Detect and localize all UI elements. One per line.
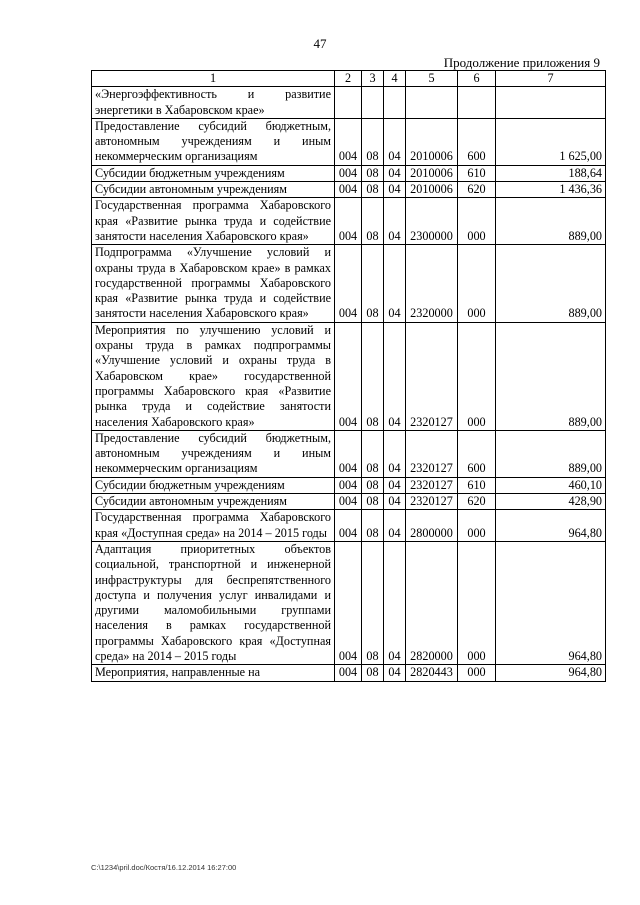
row-name-cell: Субсидии бюджетным учреждениям <box>92 165 335 181</box>
row-code-cell: 004 <box>335 245 362 322</box>
row-section-cell: 08 <box>362 322 384 430</box>
row-target-article-cell <box>406 87 458 119</box>
row-section-cell: 08 <box>362 494 384 510</box>
row-code-cell: 004 <box>335 165 362 181</box>
row-code-cell: 004 <box>335 494 362 510</box>
row-amount-cell: 889,00 <box>496 430 606 477</box>
budget-table <box>91 70 606 682</box>
file-path-footer: C:\1234\pril.doc/Костя/16.12.2014 16:27:00 <box>91 863 237 872</box>
row-code-cell: 004 <box>335 510 362 542</box>
row-name-cell: Государственная программа Хабаровского края «Развитие рынка труда и содействие занятости населения Хабаровского края» <box>92 198 335 245</box>
row-name-cell: Предоставление субсидий бюджетным, автономным учреждениям и иным некоммерческим организациям <box>92 430 335 477</box>
row-section-cell: 08 <box>362 165 384 181</box>
row-code-cell: 004 <box>335 118 362 165</box>
row-subsection-cell <box>384 87 406 119</box>
row-name-cell: Предоставление субсидий бюджетным, автономным учреждениям и иным некоммерческим организациям <box>92 118 335 165</box>
row-expense-type-cell <box>458 87 496 119</box>
table-row <box>92 510 606 542</box>
table-header-row <box>92 71 606 87</box>
row-code-cell: 004 <box>335 182 362 198</box>
table-row <box>92 494 606 510</box>
page-number: 47 <box>313 36 327 51</box>
row-target-article-cell: 2320127 <box>406 494 458 510</box>
row-target-article-cell: 2320127 <box>406 430 458 477</box>
row-amount-cell: 964,80 <box>496 665 606 681</box>
table-row <box>92 477 606 493</box>
row-code-cell: 004 <box>335 430 362 477</box>
row-code-cell: 004 <box>335 322 362 430</box>
row-subsection-cell: 04 <box>384 165 406 181</box>
row-subsection-cell: 04 <box>384 541 406 664</box>
row-expense-type-cell: 000 <box>458 245 496 322</box>
row-subsection-cell: 04 <box>384 510 406 542</box>
row-section-cell: 08 <box>362 665 384 681</box>
row-name-cell: «Энергоэффективность и развитие энергетики в Хабаровском крае» <box>92 87 335 119</box>
header-cell-2: 2 <box>335 71 362 87</box>
row-expense-type-cell: 610 <box>458 477 496 493</box>
table-row <box>92 198 606 245</box>
row-code-cell: 004 <box>335 541 362 664</box>
row-name-cell: Субсидии автономным учреждениям <box>92 494 335 510</box>
table-row <box>92 165 606 181</box>
row-section-cell: 08 <box>362 118 384 165</box>
row-target-article-cell: 2320000 <box>406 245 458 322</box>
row-name-cell: Подпрограмма «Улучшение условий и охраны труда в Хабаровском крае» в рамках государственной программы Хабаровского края «Развитие рынка труда и содействие занятости населения Хабаровского края» <box>92 245 335 322</box>
table-row <box>92 182 606 198</box>
row-expense-type-cell: 620 <box>458 494 496 510</box>
row-target-article-cell: 2320127 <box>406 477 458 493</box>
row-code-cell: 004 <box>335 665 362 681</box>
row-name-cell: Субсидии автономным учреждениям <box>92 182 335 198</box>
header-cell-6: 6 <box>458 71 496 87</box>
row-code-cell: 004 <box>335 477 362 493</box>
table-row <box>92 87 606 119</box>
row-name-cell: Мероприятия по улучшению условий и охраны труда в рамках подпрограммы «Улучшение условий и охраны труда в Хабаровском крае» государственной программы Хабаровского края «Развитие рынка труда и содействие занятости населения Хабаровского края» <box>92 322 335 430</box>
table-row <box>92 665 606 681</box>
header-cell-3: 3 <box>362 71 384 87</box>
row-amount-cell: 889,00 <box>496 322 606 430</box>
row-expense-type-cell: 600 <box>458 430 496 477</box>
row-amount-cell <box>496 87 606 119</box>
row-subsection-cell: 04 <box>384 118 406 165</box>
row-amount-cell: 889,00 <box>496 198 606 245</box>
row-section-cell: 08 <box>362 541 384 664</box>
row-target-article-cell: 2820000 <box>406 541 458 664</box>
row-expense-type-cell: 620 <box>458 182 496 198</box>
row-subsection-cell: 04 <box>384 182 406 198</box>
header-cell-5: 5 <box>406 71 458 87</box>
row-amount-cell: 964,80 <box>496 541 606 664</box>
row-expense-type-cell: 000 <box>458 322 496 430</box>
row-amount-cell: 460,10 <box>496 477 606 493</box>
row-section-cell: 08 <box>362 245 384 322</box>
row-name-cell: Субсидии бюджетным учреждениям <box>92 477 335 493</box>
row-amount-cell: 188,64 <box>496 165 606 181</box>
row-amount-cell: 889,00 <box>496 245 606 322</box>
row-section-cell: 08 <box>362 430 384 477</box>
row-expense-type-cell: 000 <box>458 541 496 664</box>
row-subsection-cell: 04 <box>384 245 406 322</box>
header-cell-1: 1 <box>92 71 335 87</box>
row-amount-cell: 428,90 <box>496 494 606 510</box>
row-subsection-cell: 04 <box>384 494 406 510</box>
row-expense-type-cell: 000 <box>458 198 496 245</box>
row-amount-cell: 1 625,00 <box>496 118 606 165</box>
row-subsection-cell: 04 <box>384 322 406 430</box>
row-expense-type-cell: 610 <box>458 165 496 181</box>
row-target-article-cell: 2010006 <box>406 118 458 165</box>
header-cell-4: 4 <box>384 71 406 87</box>
row-expense-type-cell: 000 <box>458 665 496 681</box>
header-cell-7: 7 <box>496 71 606 87</box>
row-amount-cell: 964,80 <box>496 510 606 542</box>
row-subsection-cell: 04 <box>384 198 406 245</box>
table-row <box>92 118 606 165</box>
table-row <box>92 245 606 322</box>
row-subsection-cell: 04 <box>384 430 406 477</box>
row-subsection-cell: 04 <box>384 477 406 493</box>
row-section-cell: 08 <box>362 182 384 198</box>
row-section-cell: 08 <box>362 477 384 493</box>
row-target-article-cell: 2010006 <box>406 182 458 198</box>
row-expense-type-cell: 600 <box>458 118 496 165</box>
table-row <box>92 322 606 430</box>
row-section-cell: 08 <box>362 510 384 542</box>
row-name-cell: Адаптация приоритетных объектов социальной, транспортной и инженерной инфраструктуры для беспрепятственного доступа и получения услуг инвалидами и другими маломобильными группами населения в рамках государственной программы Хабаровского края «Доступная среда» на 2014 – 2015 годы <box>92 541 335 664</box>
row-target-article-cell: 2800000 <box>406 510 458 542</box>
row-code-cell: 004 <box>335 198 362 245</box>
row-expense-type-cell: 000 <box>458 510 496 542</box>
table-row <box>92 430 606 477</box>
row-target-article-cell: 2820443 <box>406 665 458 681</box>
row-code-cell <box>335 87 362 119</box>
row-target-article-cell: 2300000 <box>406 198 458 245</box>
row-subsection-cell: 04 <box>384 665 406 681</box>
row-amount-cell: 1 436,36 <box>496 182 606 198</box>
row-name-cell: Мероприятия, направленные на <box>92 665 335 681</box>
row-name-cell: Государственная программа Хабаровского края «Доступная среда» на 2014 – 2015 годы <box>92 510 335 542</box>
appendix-continuation-label: Продолжение приложения 9 <box>443 55 600 70</box>
table-row <box>92 541 606 664</box>
row-section-cell: 08 <box>362 198 384 245</box>
row-target-article-cell: 2320127 <box>406 322 458 430</box>
row-section-cell <box>362 87 384 119</box>
row-target-article-cell: 2010006 <box>406 165 458 181</box>
